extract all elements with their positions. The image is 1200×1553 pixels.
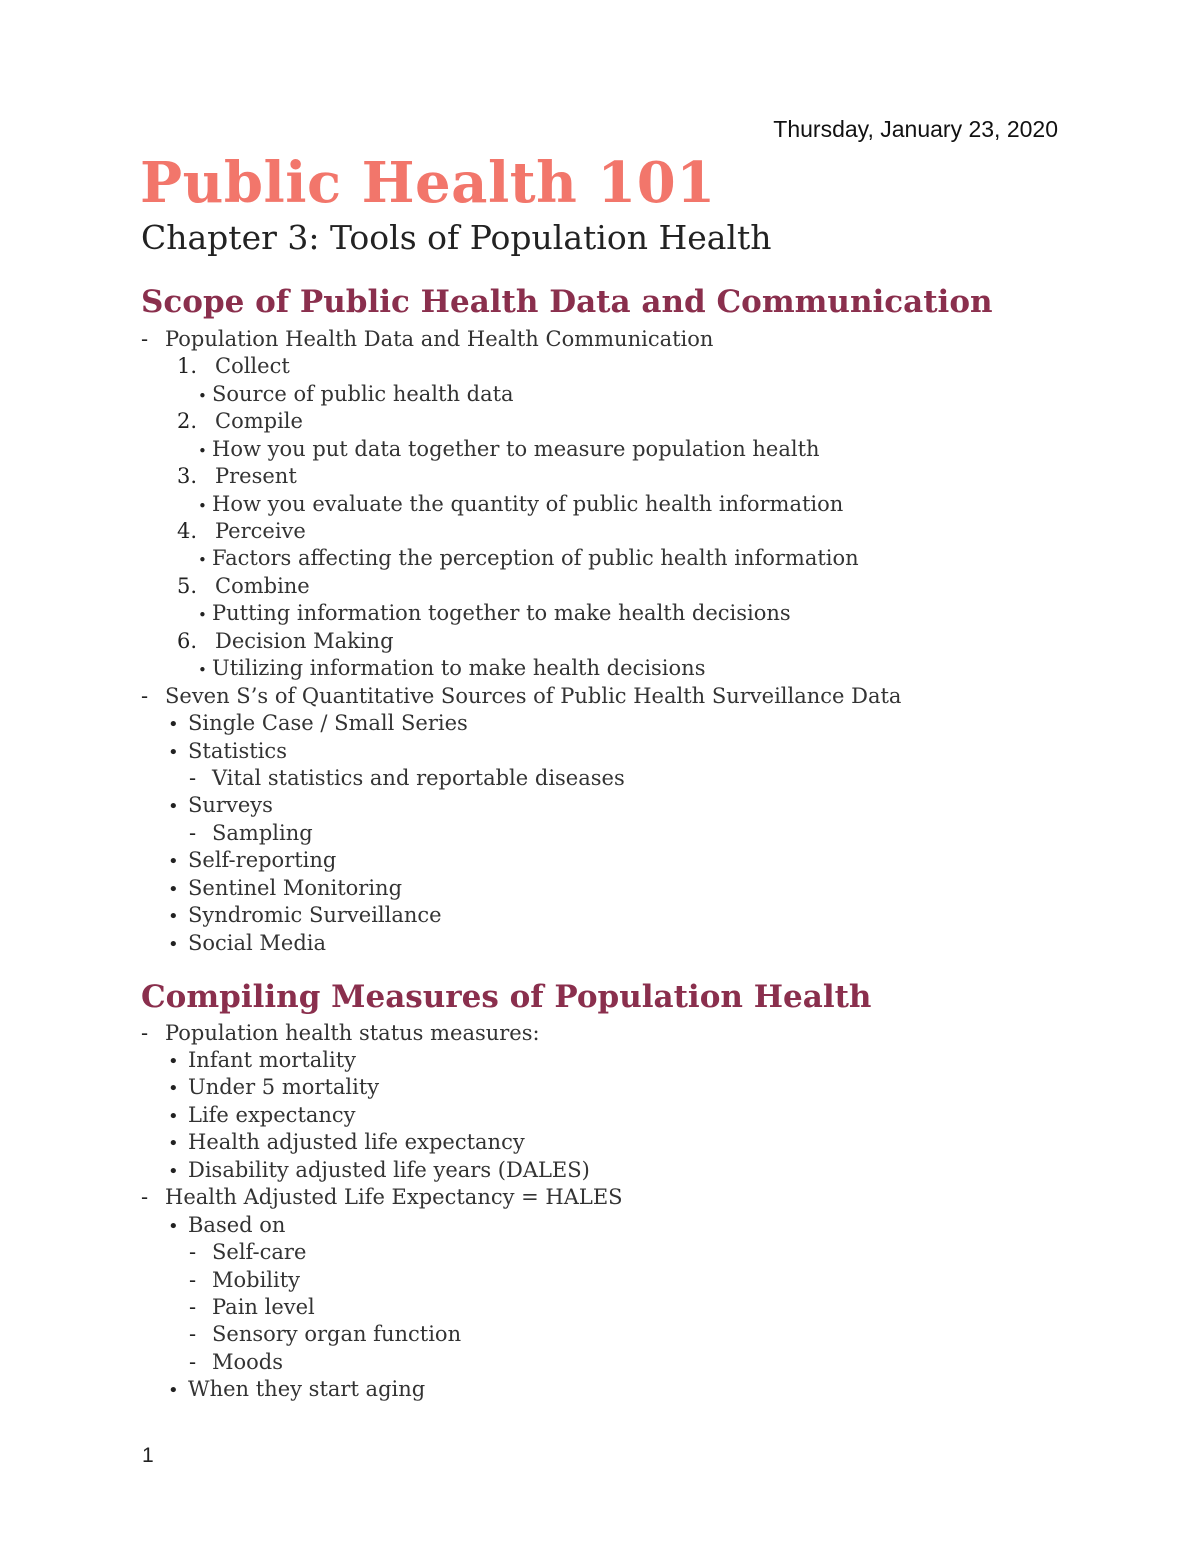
list-item-text: Disability adjusted life years (DALES) [188,1158,590,1182]
list-item [168,875,402,902]
bullet-marker: • [168,742,179,763]
bullet-marker: • [198,497,207,515]
list-item-text: Vital statistics and reportable diseases [212,766,625,790]
number-marker: 3. [177,464,198,488]
bullet-marker: • [198,606,207,624]
list-item [168,792,273,819]
bullet-marker: • [198,661,207,679]
list-item [168,1157,590,1184]
numbered-item [177,628,394,655]
bullet-marker: • [168,1380,179,1401]
list-item [168,930,326,957]
list-item-text: Health Adjusted Life Expectancy = HALES [165,1185,623,1209]
date: Thursday, January 23, 2020 [773,116,1058,142]
list-item [141,326,713,353]
list-item [141,683,901,710]
list-item-text: Based on [188,1213,286,1237]
dash-marker: - [189,1350,197,1374]
list-item-text: Pain level [212,1295,315,1319]
page-title: Public Health 101 [140,150,716,216]
list-item-text: Syndromic Surveillance [188,903,442,927]
number-marker: 4. [177,519,198,543]
dash-marker: - [189,1240,197,1264]
dash-marker: - [189,1322,197,1346]
list-item [189,820,313,847]
bullet-marker: • [168,851,179,872]
list-item [198,436,820,463]
chapter-subtitle: Chapter 3: Tools of Population Health [141,218,772,257]
bullet-marker: • [168,1106,179,1127]
list-item-text: Statistics [188,739,287,763]
list-item-text: Seven S’s of Quantitative Sources of Public Health Surveillance Data [165,684,902,708]
numbered-item [177,408,303,435]
bullet-marker: • [168,1216,179,1237]
list-item [198,600,791,627]
list-item [189,1294,315,1321]
dash-marker: - [189,766,197,790]
page-number: 1 [142,1444,154,1467]
dash-marker: - [189,821,197,845]
bullet-marker: • [168,796,179,817]
list-item [168,1102,356,1129]
list-item [198,491,843,518]
list-item-text: Life expectancy [188,1103,356,1127]
list-item-text: Source of public health data [212,382,514,406]
number-marker: 1. [177,354,198,378]
list-item [168,902,442,929]
list-item-text: How you evaluate the quantity of public health information [212,492,844,516]
bullet-marker: • [168,714,179,735]
list-item-text: Sentinel Monitoring [188,876,403,900]
numbered-item [177,518,306,545]
list-item [168,1376,425,1403]
numbered-item [177,573,310,600]
list-item [168,1129,525,1156]
bullet-marker: • [168,1078,179,1099]
bullet-marker: • [168,1161,179,1182]
list-item-text: Factors affecting the perception of public health information [212,546,859,570]
list-item [189,765,625,792]
dash-marker: - [141,684,149,708]
list-item-text: Combine [215,574,310,598]
list-item-text: Self-care [212,1240,307,1264]
bullet-marker: • [168,1051,179,1072]
list-item [198,655,705,682]
list-item-text: Collect [215,354,290,378]
number-marker: 2. [177,409,198,433]
list-item [198,545,859,572]
list-item-text: Surveys [188,793,273,817]
number-marker: 6. [177,629,198,653]
number-marker: 5. [177,574,198,598]
list-item-text: When they start aging [188,1377,426,1401]
list-item [168,1047,356,1074]
list-item-text: Putting information together to make health decisions [212,601,791,625]
list-item [189,1349,283,1376]
list-item [189,1239,306,1266]
numbered-item [177,463,297,490]
bullet-marker: • [168,1133,179,1154]
list-item [168,1212,285,1239]
list-item-text: Sampling [212,821,313,845]
list-item-text: Mobility [212,1268,301,1292]
dash-marker: - [189,1268,197,1292]
list-item-text: Social Media [188,931,327,955]
list-item [168,847,336,874]
list-item-text: Decision Making [215,629,394,653]
list-item [141,1184,623,1211]
list-item-text: How you put data together to measure population health [212,437,820,461]
bullet-marker: • [168,879,179,900]
bullet-marker: • [168,906,179,927]
list-item-text: Single Case / Small Series [188,711,468,735]
bullet-marker: • [198,442,207,460]
bullet-marker: • [198,387,207,405]
list-item [198,381,514,408]
dash-marker: - [141,1021,149,1045]
dash-marker: - [189,1295,197,1319]
numbered-item [177,353,290,380]
list-item-text: Sensory organ function [212,1322,462,1346]
list-item-text: Moods [212,1350,284,1374]
list-item [168,710,468,737]
list-item-text: Population Health Data and Health Communication [165,327,714,351]
bullet-marker: • [198,551,207,569]
list-item-text: Utilizing information to make health decisions [212,656,706,680]
list-item [168,1074,379,1101]
list-item [189,1267,300,1294]
dash-marker: - [141,327,149,351]
list-item-text: Health adjusted life expectancy [188,1130,525,1154]
list-item [189,1321,461,1348]
section-heading-compiling: Compiling Measures of Population Health [141,979,872,1015]
list-item-text: Under 5 mortality [188,1075,380,1099]
list-item-text: Compile [215,409,303,433]
dash-marker: - [141,1185,149,1209]
list-item-text: Present [215,464,297,488]
list-item [141,1020,540,1047]
list-item-text: Population health status measures: [165,1021,540,1045]
list-item [168,738,287,765]
section-heading-scope: Scope of Public Health Data and Communication [141,284,993,320]
list-item-text: Perceive [215,519,306,543]
bullet-marker: • [168,934,179,955]
list-item-text: Self-reporting [188,848,337,872]
list-item-text: Infant mortality [188,1048,357,1072]
